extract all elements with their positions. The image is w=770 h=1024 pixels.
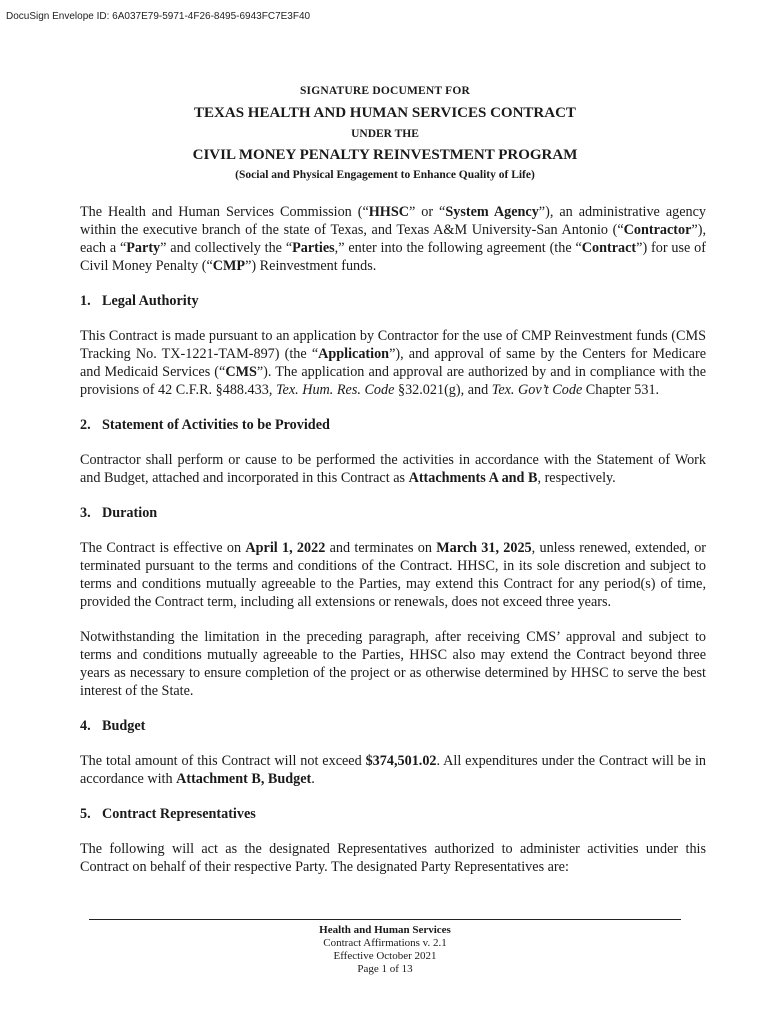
section-budget-text: The total amount of this Contract will not exceed $374,501.02. All expenditures under the Contract will be in accordance with Attachment B, Budget. [80, 753, 706, 787]
title-line-1: SIGNATURE DOCUMENT FOR [299, 85, 471, 97]
section-representatives-text: The following will act as the designated Representatives authorized to administer activities under this Contract on behalf of their respective Party. The designated Party Representatives are: [80, 841, 706, 875]
section-heading-representatives: 5. Contract Representatives [80, 806, 256, 822]
title-line-4: CIVIL MONEY PENALTY REINVESTMENT PROGRAM [192, 147, 578, 163]
title-line-3: UNDER THE [351, 128, 419, 140]
document-body [80, 203, 706, 893]
section-heading-activities: 2. Statement of Activities to be Provided [80, 417, 330, 433]
document-title [0, 84, 770, 182]
section-duration-text: The Contract is effective on April 1, 2022 and terminates on March 31, 2025, unless renewed, extended, or terminated pursuant to the terms and conditions of the Contract. HHSC, in its sole discretion and subject to terms and conditions mutually agreeable to the Parties, may extend this Contract for any period(s) of time, provided the Contract term, including all extensions or renewals, does not exceed three years. [80, 540, 707, 610]
title-line-2: TEXAS HEALTH AND HUMAN SERVICES CONTRACT [194, 105, 576, 121]
footer-page-number: Page 1 of 13 [357, 963, 413, 975]
section-legal-authority-text: This Contract is made pursuant to an application by Contractor for the use of CMP Reinvestment funds (CMS Tracking No. TX-1221-TAM-897) (the “Application”), and approval of same by the Centers for Medicare and Medicaid Services (“CMS”). The application and approval are authorized by and in compliance with the provisions of 42 C.F.R. §488.433, Tex. Hum. Res. Code §32.021(g), and Tex. Gov’t Code Chapter 531. [80, 328, 706, 398]
footer-divider [89, 919, 681, 920]
section-duration-text-2: Notwithstanding the limitation in the preceding paragraph, after receiving CMS’ approval and subject to terms and conditions mutually agreeable to the Parties, HHSC also may extend the Contract beyond three years as necessary to ensure completion of the project or as otherwise determined by HHSC to serve the best interest of the State. [80, 629, 706, 699]
intro-paragraph: The Health and Human Services Commission (“HHSC” or “System Agency”), an administrative agency within the executive branch of the state of Texas, and Texas A&M University-San Antonio (“Contractor”), each a “Party” and collectively the “Parties,” enter into the following agreement (the “Contract”) for use of Civil Money Penalty (“CMP”) Reinvestment funds. [80, 204, 706, 274]
footer-agency: Health and Human Services [319, 924, 451, 936]
section-heading-budget: 4. Budget [80, 718, 146, 734]
footer-effective-date: Effective October 2021 [333, 950, 437, 962]
title-subtitle: (Social and Physical Engagement to Enhance Quality of Life) [235, 169, 535, 181]
docusign-envelope-id: DocuSign Envelope ID: 6A037E79-5971-4F26-8495-6943FC7E3F40 [6, 11, 311, 22]
section-heading-legal-authority: 1. Legal Authority [80, 293, 199, 309]
section-activities-text: Contractor shall perform or cause to be performed the activities in accordance with the Statement of Work and Budget, attached and incorporated in this Contract as Attachments A and B, respectively. [80, 452, 706, 486]
footer-version: Contract Affirmations v. 2.1 [323, 937, 447, 949]
page-footer [0, 924, 770, 976]
section-heading-duration: 3. Duration [80, 505, 158, 521]
